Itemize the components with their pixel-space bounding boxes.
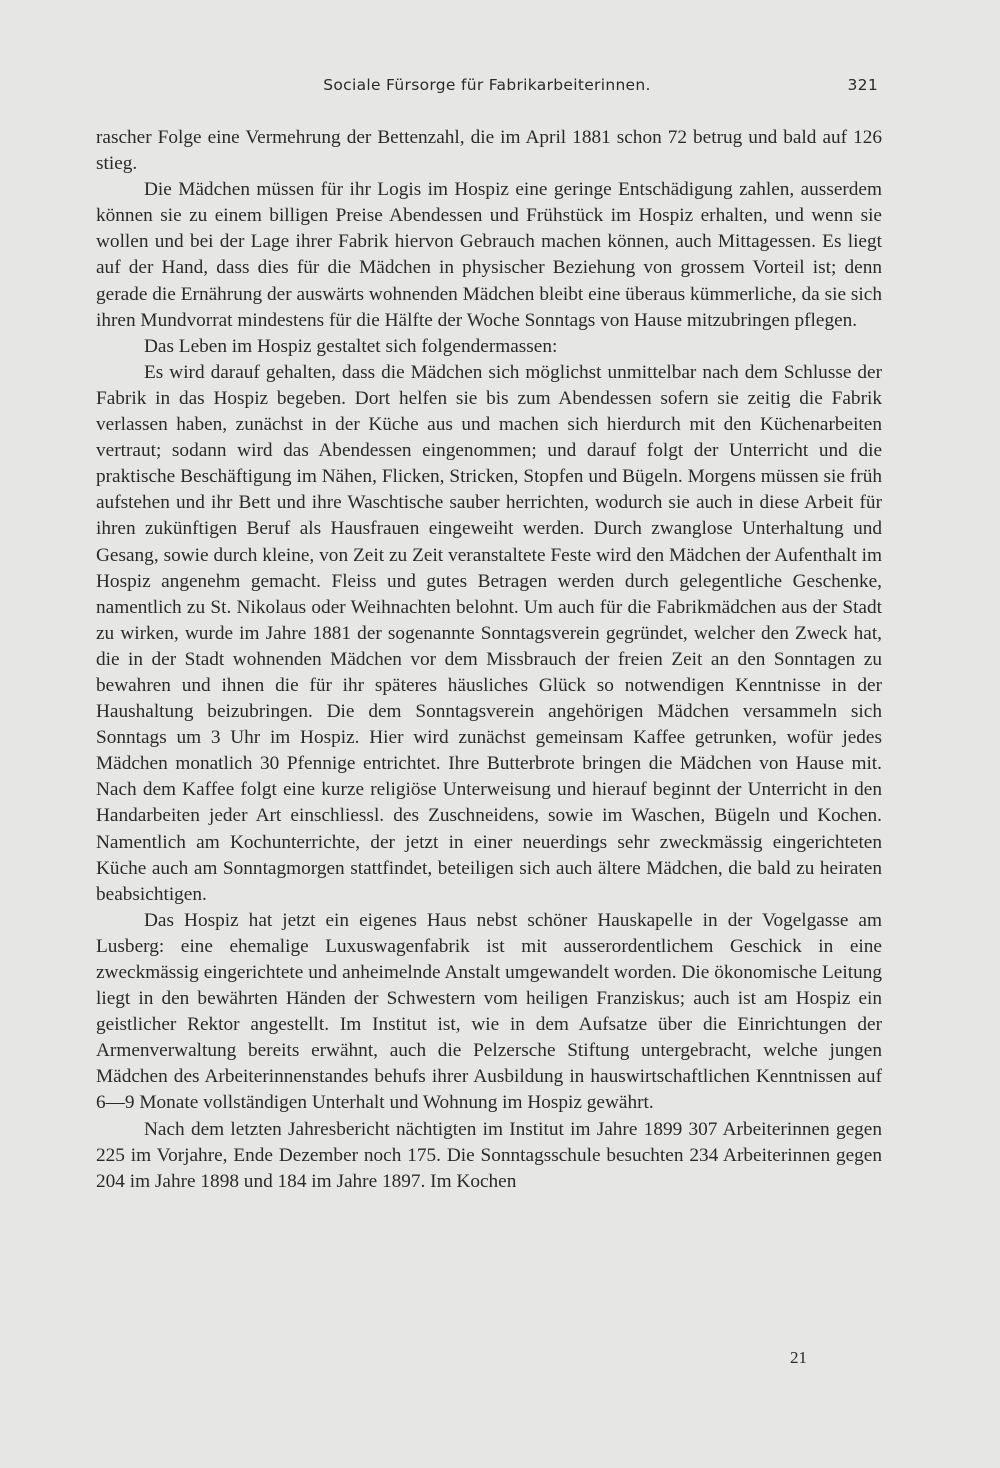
paragraph-3: Das Leben im Hospiz gestaltet sich folgendermassen: (144, 335, 558, 357)
paragraph-5: Das Hospiz hat jetzt ein eigenes Haus nebst schöner Hauskapelle in der Vogelgasse am Lusberg: eine ehemalige Luxuswagenfabrik ist mit ausserordentlichem Geschick in eine zweckmässig eingerichtete und anheimelnde Anstalt umgewandelt worden. Die ökonomische Leitung liegt in den bewährten Händen der Schwestern vom heiligen Franziskus; auch ist am Hospiz ein geistlicher Rektor angestellt. Im Institut ist, wie in dem Aufsatze über die Einrichtungen der Armenverwaltung bereits erwähnt, auch die Pelzersche Stiftung untergebracht, welche jungen Mädchen des Arbeiterinnenstandes behufs ihrer Ausbildung in hauswirtschaftlichen Kenntnissen auf 6—9 Monate vollständigen Unterhalt und Wohnung im Hospiz gewährt. (96, 909, 882, 1114)
paragraph-6: Nach dem letzten Jahresbericht nächtigten im Institut im Jahre 1899 307 Arbeiterinnen gegen 225 im Vorjahre, Ende Dezember noch 175. Die Sonntagsschule besuchten 234 Arbeiterinnen gegen 204 im Jahre 1898 und 184 im Jahre 1897. Im Kochen (96, 1118, 882, 1192)
page-number: 321 (847, 76, 878, 94)
paragraph-1: rascher Folge eine Vermehrung der Bettenzahl, die im April 1881 schon 72 betrug und bald auf 126 stieg. (96, 127, 882, 175)
running-title: Sociale Fürsorge für Fabrikarbeiterinnen. (323, 76, 651, 94)
body-text (96, 125, 882, 1195)
paragraph-2: Die Mädchen müssen für ihr Logis im Hospiz eine geringe Entschädigung zahlen, ausserdem können sie zu einem billigen Preise Abendessen und Frühstück im Hospiz erhalten, und wenn sie wollen und bei der Lage ihrer Fabrik hiervon Gebrauch machen können, auch Mittagessen. Es liegt auf der Hand, dass dies für die Mädchen in physischer Beziehung von grossem Vorteil ist; denn gerade die Ernährung der auswärts wohnenden Mädchen bleibt eine überaus kümmerliche, da sie sich ihren Mundvorrat mindestens für die Hälfte der Woche Sonntags von Hause mitzubringen pflegen. (96, 179, 882, 331)
paragraph-4: Es wird darauf gehalten, dass die Mädchen sich möglichst unmittelbar nach dem Schlusse der Fabrik in das Hospiz begeben. Dort helfen sie bis zum Abendessen sofern sie zeitig die Fabrik verlassen haben, zunächst in der Küche aus und machen sich hierdurch mit den Küchenarbeiten vertraut; sodann wird das Abendessen eingenommen; und darauf folgt der Unterricht und die praktische Beschäftigung im Nähen, Flicken, Stricken, Stopfen und Bügeln. Morgens müssen sie früh aufstehen und ihr Bett und ihre Waschtische sauber herrichten, wodurch sie auch in diese Arbeit für ihren zukünftigen Beruf als Hausfrauen eingeweiht werden. Durch zwanglose Unterhaltung und Gesang, sowie durch kleine, von Zeit zu Zeit veranstaltete Feste wird den Mädchen der Aufenthalt im Hospiz angenehm gemacht. Fleiss und gutes Betragen werden durch gelegentliche Geschenke, namentlich zu St. Nikolaus oder Weihnachten belohnt. Um auch für die Fabrikmädchen aus der Stadt zu wirken, wurde im Jahre 1881 der sogenannte Sonntagsverein gegründet, welcher den Zweck hat, die in der Stadt wohnenden Mädchen vor dem Missbrauch der freien Zeit an den Sonntagen zu bewahren und ihnen die für ihr späteres häusliches Glück so notwendigen Kenntnisse in der Haushaltung beizubringen. Die dem Sonntagsverein angehörigen Mädchen versammeln sich Sonntags um 3 Uhr im Hospiz. Hier wird zunächst gemeinsam Kaffee getrunken, wofür jedes Mädchen monatlich 30 Pfennige entrichtet. Ihre Butterbrote bringen die Mädchen von Hause mit. Nach dem Kaffee folgt eine kurze religiöse Unterweisung und hierauf beginnt der Unterricht in den Handarbeiten jeder Art einschliessl. des Zuschneidens, sowie im Waschen, Bügeln und Kochen. Namentlich am Kochunterrichte, der jetzt in einer neuerdings sehr zweckmässig eingerichteten Küche auch am Sonntagmorgen stattfindet, beteiligen sich auch ältere Mädchen, die bald zu heiraten beabsichtigen. (96, 361, 882, 905)
signature-mark: 21 (790, 1348, 807, 1367)
running-head (96, 76, 878, 100)
